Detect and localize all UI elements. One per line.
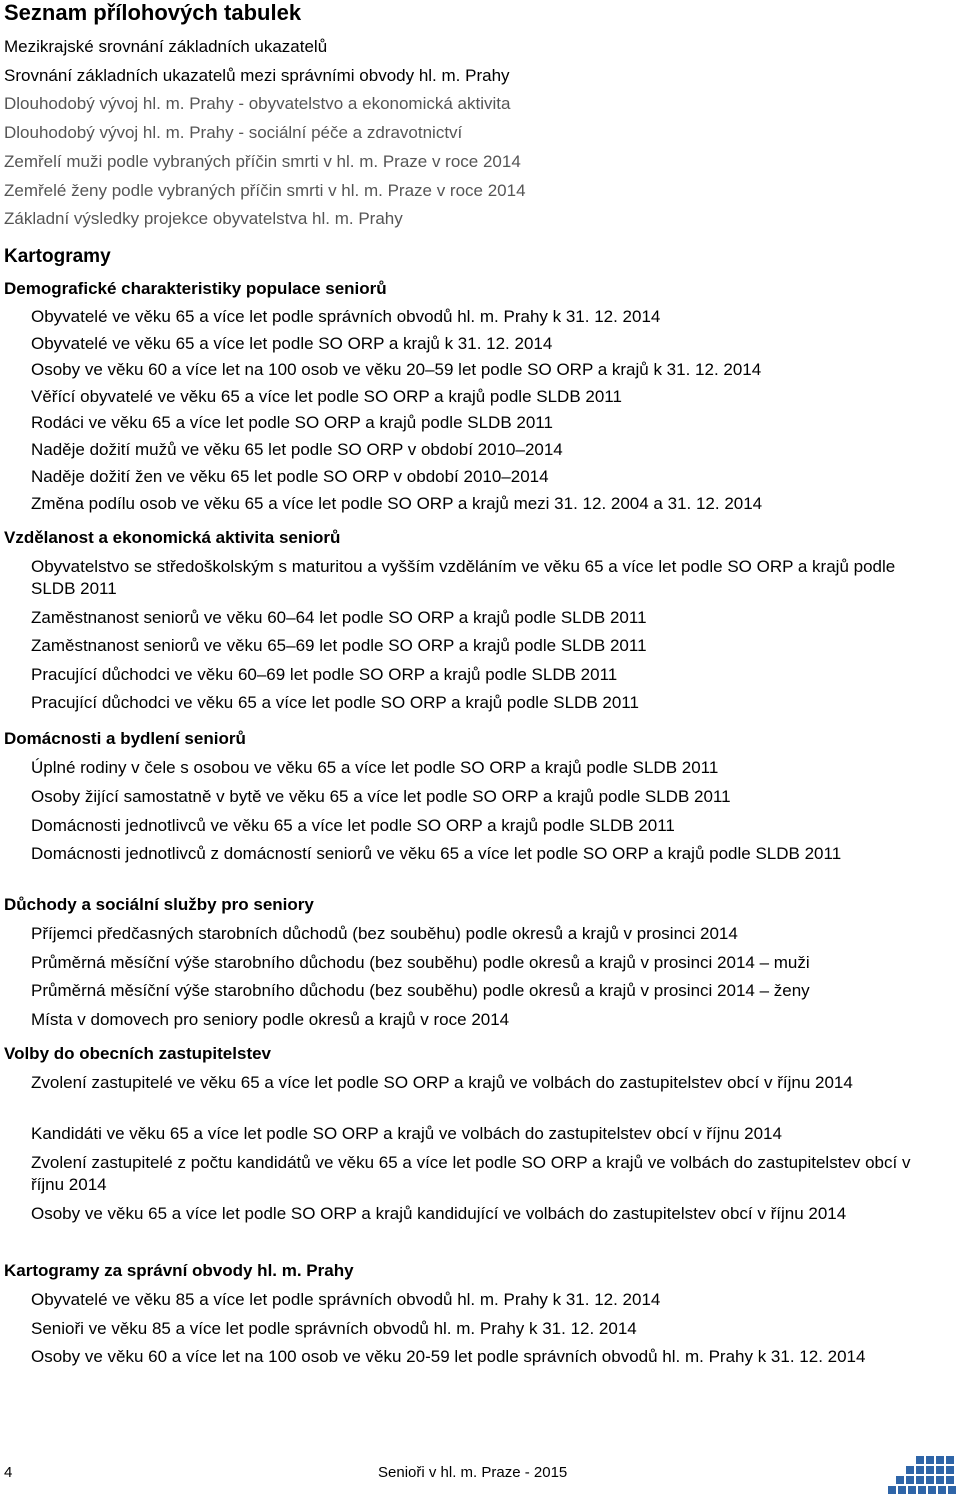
list-item: Osoby ve věku 60 a více let na 100 osob ve věku 20-59 let podle správních obvodů hl. m. Prahy k 31. 12. 2014	[31, 1347, 866, 1366]
list-item: Pracující důchodci ve věku 65 a více let podle SO ORP a krajů podle SLDB 2011	[31, 693, 639, 712]
list-item: Věřící obyvatelé ve věku 65 a více let podle SO ORP a krajů podle SLDB 2011	[31, 387, 622, 406]
page-number: 4	[4, 1464, 13, 1481]
section-heading: Kartogramy za správní obvody hl. m. Prahy	[4, 1261, 354, 1280]
list-item: Zaměstnanost seniorů ve věku 65–69 let podle SO ORP a krajů podle SLDB 2011	[31, 636, 647, 655]
list-item: Místa v domovech pro seniory podle okresů a krajů v roce 2014	[31, 1010, 510, 1029]
list-item: Obyvatelé ve věku 65 a více let podle správních obvodů hl. m. Prahy k 31. 12. 2014	[31, 307, 661, 326]
list-item: Změna podílu osob ve věku 65 a více let podle SO ORP a krajů mezi 31. 12. 2004 a 31. 12. 2014	[31, 494, 763, 513]
list-item: Průměrná měsíční výše starobního důchodu (bez souběhu) podle okresů a krajů v prosinci 2014 – ženy	[31, 981, 810, 1000]
table-item: Mezikrajské srovnání základních ukazatelů	[4, 37, 328, 56]
table-item: Srovnání základních ukazatelů mezi správními obvody hl. m. Prahy	[4, 66, 510, 85]
list-item: Obyvatelé ve věku 65 a více let podle SO ORP a krajů k 31. 12. 2014	[31, 334, 553, 353]
list-item: Obyvatelé ve věku 85 a více let podle správních obvodů hl. m. Prahy k 31. 12. 2014	[31, 1290, 661, 1309]
list-item: Osoby žijící samostatně v bytě ve věku 65 a více let podle SO ORP a krajů podle SLDB 2011	[31, 787, 731, 806]
list-item: Senioři ve věku 85 a více let podle správních obvodů hl. m. Prahy k 31. 12. 2014	[31, 1319, 637, 1338]
footer-publication: Senioři v hl. m. Praze - 2015	[378, 1464, 568, 1481]
kartogramy-heading: Kartogramy	[4, 246, 111, 267]
list-item: Zvolení zastupitelé ve věku 65 a více let podle SO ORP a krajů ve volbách do zastupitelstev obcí v říjnu 2014	[31, 1073, 853, 1092]
list-item: Průměrná měsíční výše starobního důchodu (bez souběhu) podle okresů a krajů v prosinci 2014 – muži	[31, 953, 810, 972]
logo-icon	[888, 1452, 960, 1495]
table-item: Základní výsledky projekce obyvatelstva hl. m. Prahy	[4, 209, 403, 228]
table-item: Dlouhodobý vývoj hl. m. Prahy - obyvatelstvo a ekonomická aktivita	[4, 94, 511, 113]
page-title: Seznam přílohových tabulek	[4, 0, 302, 25]
list-item: Úplné rodiny v čele s osobou ve věku 65 a více let podle SO ORP a krajů podle SLDB 2011	[31, 758, 719, 777]
list-item: Obyvatelstvo se středoškolským s maturitou a vyšším vzděláním ve věku 65 a více let podle SO ORP a krajů podle SLDB 2011	[31, 557, 896, 598]
list-item: Naděje dožití žen ve věku 65 let podle SO ORP v období 2010–2014	[31, 467, 549, 486]
list-item: Zaměstnanost seniorů ve věku 60–64 let podle SO ORP a krajů podle SLDB 2011	[31, 608, 647, 627]
section-heading: Demografické charakteristiky populace seniorů	[4, 279, 387, 298]
list-item: Osoby ve věku 65 a více let podle SO ORP a krajů kandidující ve volbách do zastupitelstev obcí v říjnu 2014	[31, 1204, 847, 1223]
list-item: Pracující důchodci ve věku 60–69 let podle SO ORP a krajů podle SLDB 2011	[31, 665, 618, 684]
list-item: Rodáci ve věku 65 a více let podle SO ORP a krajů podle SLDB 2011	[31, 413, 553, 432]
list-item: Domácnosti jednotlivců z domácností seniorů ve věku 65 a více let podle SO ORP a krajů podle SLDB 2011	[31, 844, 842, 863]
section-heading: Důchody a sociální služby pro seniory	[4, 895, 314, 914]
table-item: Zemřelí muži podle vybraných příčin smrti v hl. m. Praze v roce 2014	[4, 152, 521, 171]
section-heading: Domácnosti a bydlení seniorů	[4, 729, 246, 748]
section-heading: Volby do obecních zastupitelstev	[4, 1044, 272, 1063]
list-item: Osoby ve věku 60 a více let na 100 osob ve věku 20–59 let podle SO ORP a krajů k 31. 12. 2014	[31, 360, 762, 379]
table-item: Zemřelé ženy podle vybraných příčin smrti v hl. m. Praze v roce 2014	[4, 181, 526, 200]
list-item: Naděje dožití mužů ve věku 65 let podle SO ORP v období 2010–2014	[31, 440, 563, 459]
list-item: Domácnosti jednotlivců ve věku 65 a více let podle SO ORP a krajů podle SLDB 2011	[31, 816, 675, 835]
section-heading: Vzdělanost a ekonomická aktivita seniorů	[4, 528, 341, 547]
table-item: Dlouhodobý vývoj hl. m. Prahy - sociální péče a zdravotnictví	[4, 123, 463, 142]
list-item: Zvolení zastupitelé z počtu kandidátů ve věku 65 a více let podle SO ORP a krajů ve volbách do zastupitelstev obcí v říjnu 2014	[31, 1153, 911, 1194]
list-item: Kandidáti ve věku 65 a více let podle SO ORP a krajů ve volbách do zastupitelstev obcí v říjnu 2014	[31, 1124, 782, 1143]
list-item: Příjemci předčasných starobních důchodů (bez souběhu) podle okresů a krajů v prosinci 2014	[31, 924, 738, 943]
